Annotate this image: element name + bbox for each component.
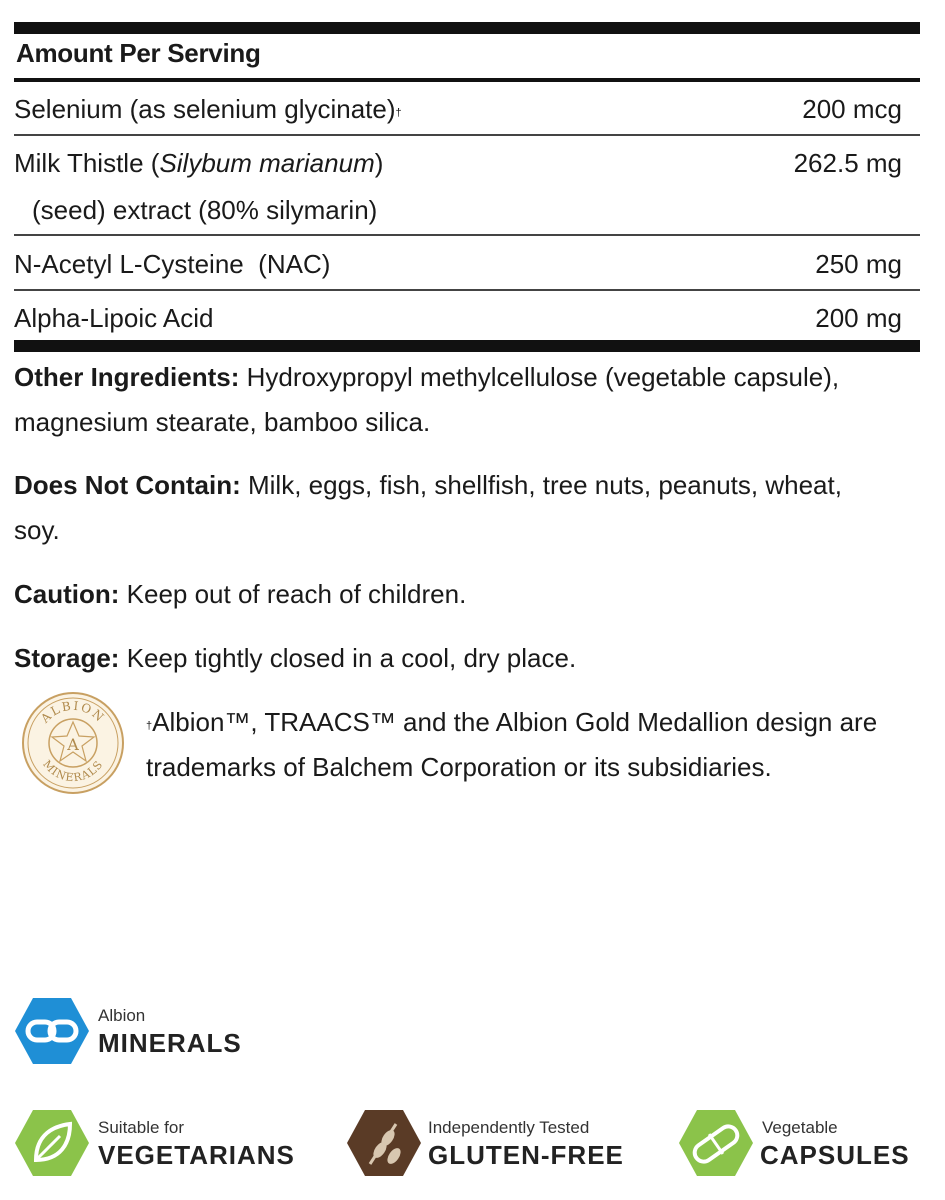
facts-row: [14, 248, 920, 280]
top-thick-rule: [14, 22, 920, 34]
wheat-icon: [346, 1108, 422, 1178]
row-divider: [14, 289, 920, 291]
ingredient-name-line2: (seed) extract (80% silymarin): [32, 195, 378, 225]
ingredient-name: Alpha-Lipoic Acid: [14, 303, 214, 333]
albion-minerals-badge: [14, 996, 274, 1066]
badge-small-text: Independently Tested: [428, 1118, 590, 1137]
storage: Storage: Keep tightly closed in a cool, dry place.: [14, 643, 577, 673]
vegetarians-badge: [14, 1108, 324, 1180]
badge-big-text: VEGETARIANS: [98, 1140, 295, 1170]
ingredient-amount: 250 mg: [815, 249, 902, 279]
ingredient-name: N-Acetyl L-Cysteine (NAC): [14, 249, 331, 279]
facts-row: [14, 93, 920, 125]
badge-big-text: CAPSULES: [760, 1140, 910, 1170]
albion-medallion-seal: [20, 690, 126, 796]
ingredient-name: Milk Thistle (Silybum marianum): [14, 148, 384, 178]
bottom-thick-rule: [14, 340, 920, 352]
seal-text-top: ALBION: [38, 698, 108, 726]
header-rule: [14, 78, 920, 82]
caution: Caution: Keep out of reach of children.: [14, 579, 467, 609]
amount-per-serving-header: Amount Per Serving: [16, 38, 261, 68]
badge-small-text: Suitable for: [98, 1118, 184, 1137]
ingredient-name: Selenium (as selenium glycinate)†: [14, 94, 402, 124]
seal-text-bottom: MINERALS: [40, 757, 106, 785]
ingredient-amount: 262.5 mg: [793, 148, 902, 178]
badge-small-text: Vegetable: [762, 1118, 838, 1137]
badge-small-text: Albion: [98, 1006, 146, 1025]
other-ingredients: Other Ingredients: Hydroxypropyl methylcellulose (vegetable capsule), magnesium stearate, bamboo silica.: [14, 362, 840, 437]
badge-big-text: MINERALS: [98, 1028, 242, 1058]
row-divider: [14, 134, 920, 136]
vegetable-capsules-badge: [678, 1108, 928, 1180]
gluten-free-badge: [346, 1108, 646, 1180]
ingredient-amount: 200 mg: [815, 303, 902, 333]
capsule-icon: [678, 1108, 754, 1178]
leaf-icon: [14, 1108, 90, 1178]
row-divider: [14, 234, 920, 236]
facts-row: [14, 147, 920, 179]
facts-row: [14, 302, 920, 334]
chain-link-icon: [14, 996, 90, 1066]
trademark-note: †Albion™, TRAACS™ and the Albion Gold Medallion design are trademarks of Balchem Corporation or its subsidiaries.: [146, 707, 878, 782]
badge-big-text: GLUTEN-FREE: [428, 1140, 624, 1170]
does-not-contain: Does Not Contain: Milk, eggs, fish, shellfish, tree nuts, peanuts, wheat, soy.: [14, 470, 842, 545]
seal-letter: A: [67, 735, 79, 754]
ingredient-amount: 200 mcg: [802, 94, 902, 124]
